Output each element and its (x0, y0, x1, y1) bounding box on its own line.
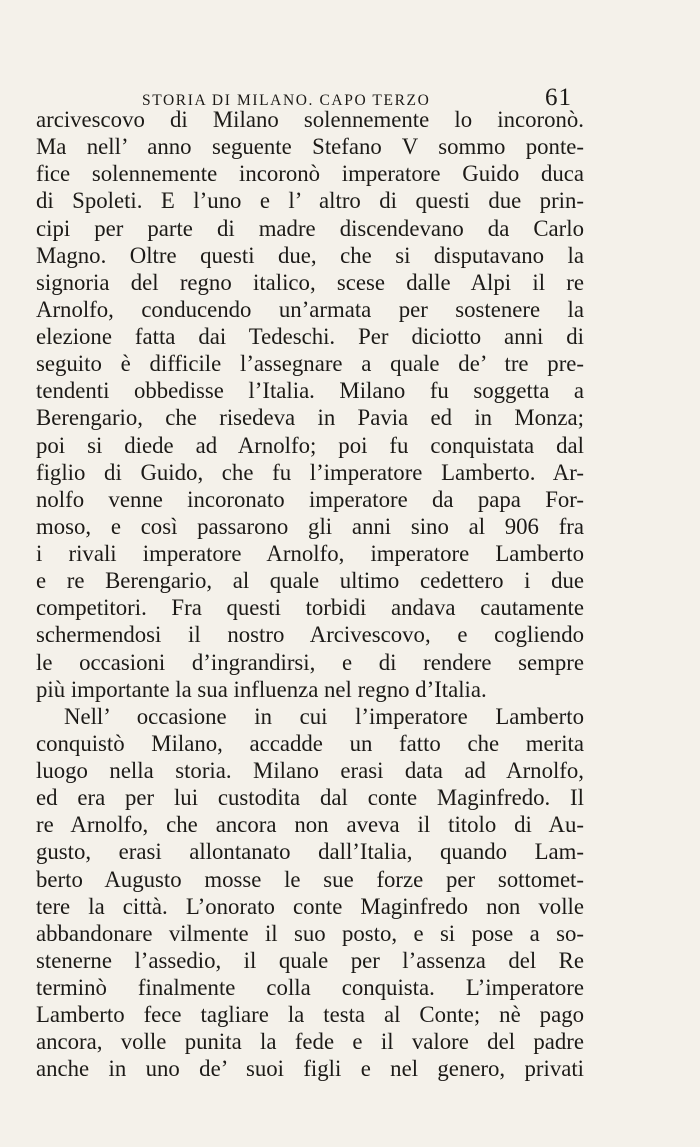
text-line: schermendosi il nostro Arcivescovo, e cogliendo (36, 622, 584, 648)
text-line: i rivali imperatore Arnolfo, imperatore Lamberto (36, 541, 584, 566)
text-line: signoria del regno italico, scese dalle Alpi il re (36, 269, 584, 295)
paragraph-start-line: Nell’ occasione in cui l’imperatore Lamberto (64, 703, 584, 729)
text-line: stenerne l’assedio, il quale per l’assenza del Re (36, 947, 584, 973)
text-line: Arnolfo, conducendo un’armata per sostenere la (36, 296, 584, 322)
text-line: moso, e così passarono gli anni sino al 906 fra (36, 513, 584, 539)
text-line: Berengario, che risedeva in Pavia ed in Monza; (36, 405, 584, 431)
running-title: STORIA DI MILANO. CAPO TERZO (142, 92, 431, 109)
text-line: gusto, erasi allontanato dall’Italia, quando Lam- (36, 839, 584, 865)
text-line: competitori. Fra questi torbidi andava cautamente (36, 595, 584, 621)
text-line: figlio di Guido, che fu l’imperatore Lamberto. Ar- (36, 459, 584, 485)
text-line: Lamberto fece tagliare la testa al Conte; nè pago (36, 1002, 584, 1028)
paragraph-end-line: più importante la sua influenza nel regno d’Italia. (36, 676, 487, 702)
text-line: ancora, volle punita la fede e il valore del padre (36, 1029, 584, 1055)
body-text (36, 106, 584, 1083)
text-line: re Arnolfo, che ancora non aveva il titolo di Au- (36, 812, 584, 838)
text-line: anche in uno de’ suoi figli e nel genero, privati (36, 1056, 584, 1082)
text-line: luogo nella storia. Milano erasi data ad Arnolfo, (36, 758, 584, 783)
text-line: elezione fatta dai Tedeschi. Per diciotto anni di (36, 324, 584, 349)
text-line: Magno. Oltre questi due, che si disputavano la (36, 242, 584, 268)
text-line: di Spoleti. E l’uno e l’ altro di questi due prin- (36, 188, 584, 214)
text-line: le occasioni d’ingrandirsi, e di rendere sempre (36, 649, 584, 675)
text-line: fice solennemente incoronò imperatore Guido duca (36, 161, 584, 187)
text-line: arcivescovo di Milano solennemente lo incoronò. (36, 107, 584, 132)
text-line: terminò finalmente colla conquista. L’imperatore (36, 975, 584, 1000)
text-line: abbandonare vilmente il suo posto, e si pose a so- (36, 920, 584, 946)
text-line: tere la città. L’onorato conte Maginfredo non volle (36, 893, 584, 919)
text-line: conquistò Milano, accadde un fatto che merita (36, 730, 584, 756)
text-line: ed era per lui custodita dal conte Maginfredo. Il (36, 785, 584, 811)
text-line: poi si diede ad Arnolfo; poi fu conquistata dal (36, 432, 584, 458)
text-line: nolfo venne incoronato imperatore da papa For- (36, 486, 584, 512)
text-line: Ma nell’ anno seguente Stefano V sommo ponte- (36, 134, 584, 160)
text-line: cipi per parte di madre discendevano da Carlo (36, 215, 584, 241)
text-line: seguito è difficile l’assegnare a quale de’ tre pre- (36, 351, 584, 377)
page-number: 61 (545, 84, 572, 111)
text-line: berto Augusto mosse le sue forze per sottomet- (36, 866, 584, 892)
text-line: tendenti obbedisse l’Italia. Milano fu soggetta a (36, 378, 584, 404)
text-line: e re Berengario, al quale ultimo cedettero i due (36, 568, 584, 594)
